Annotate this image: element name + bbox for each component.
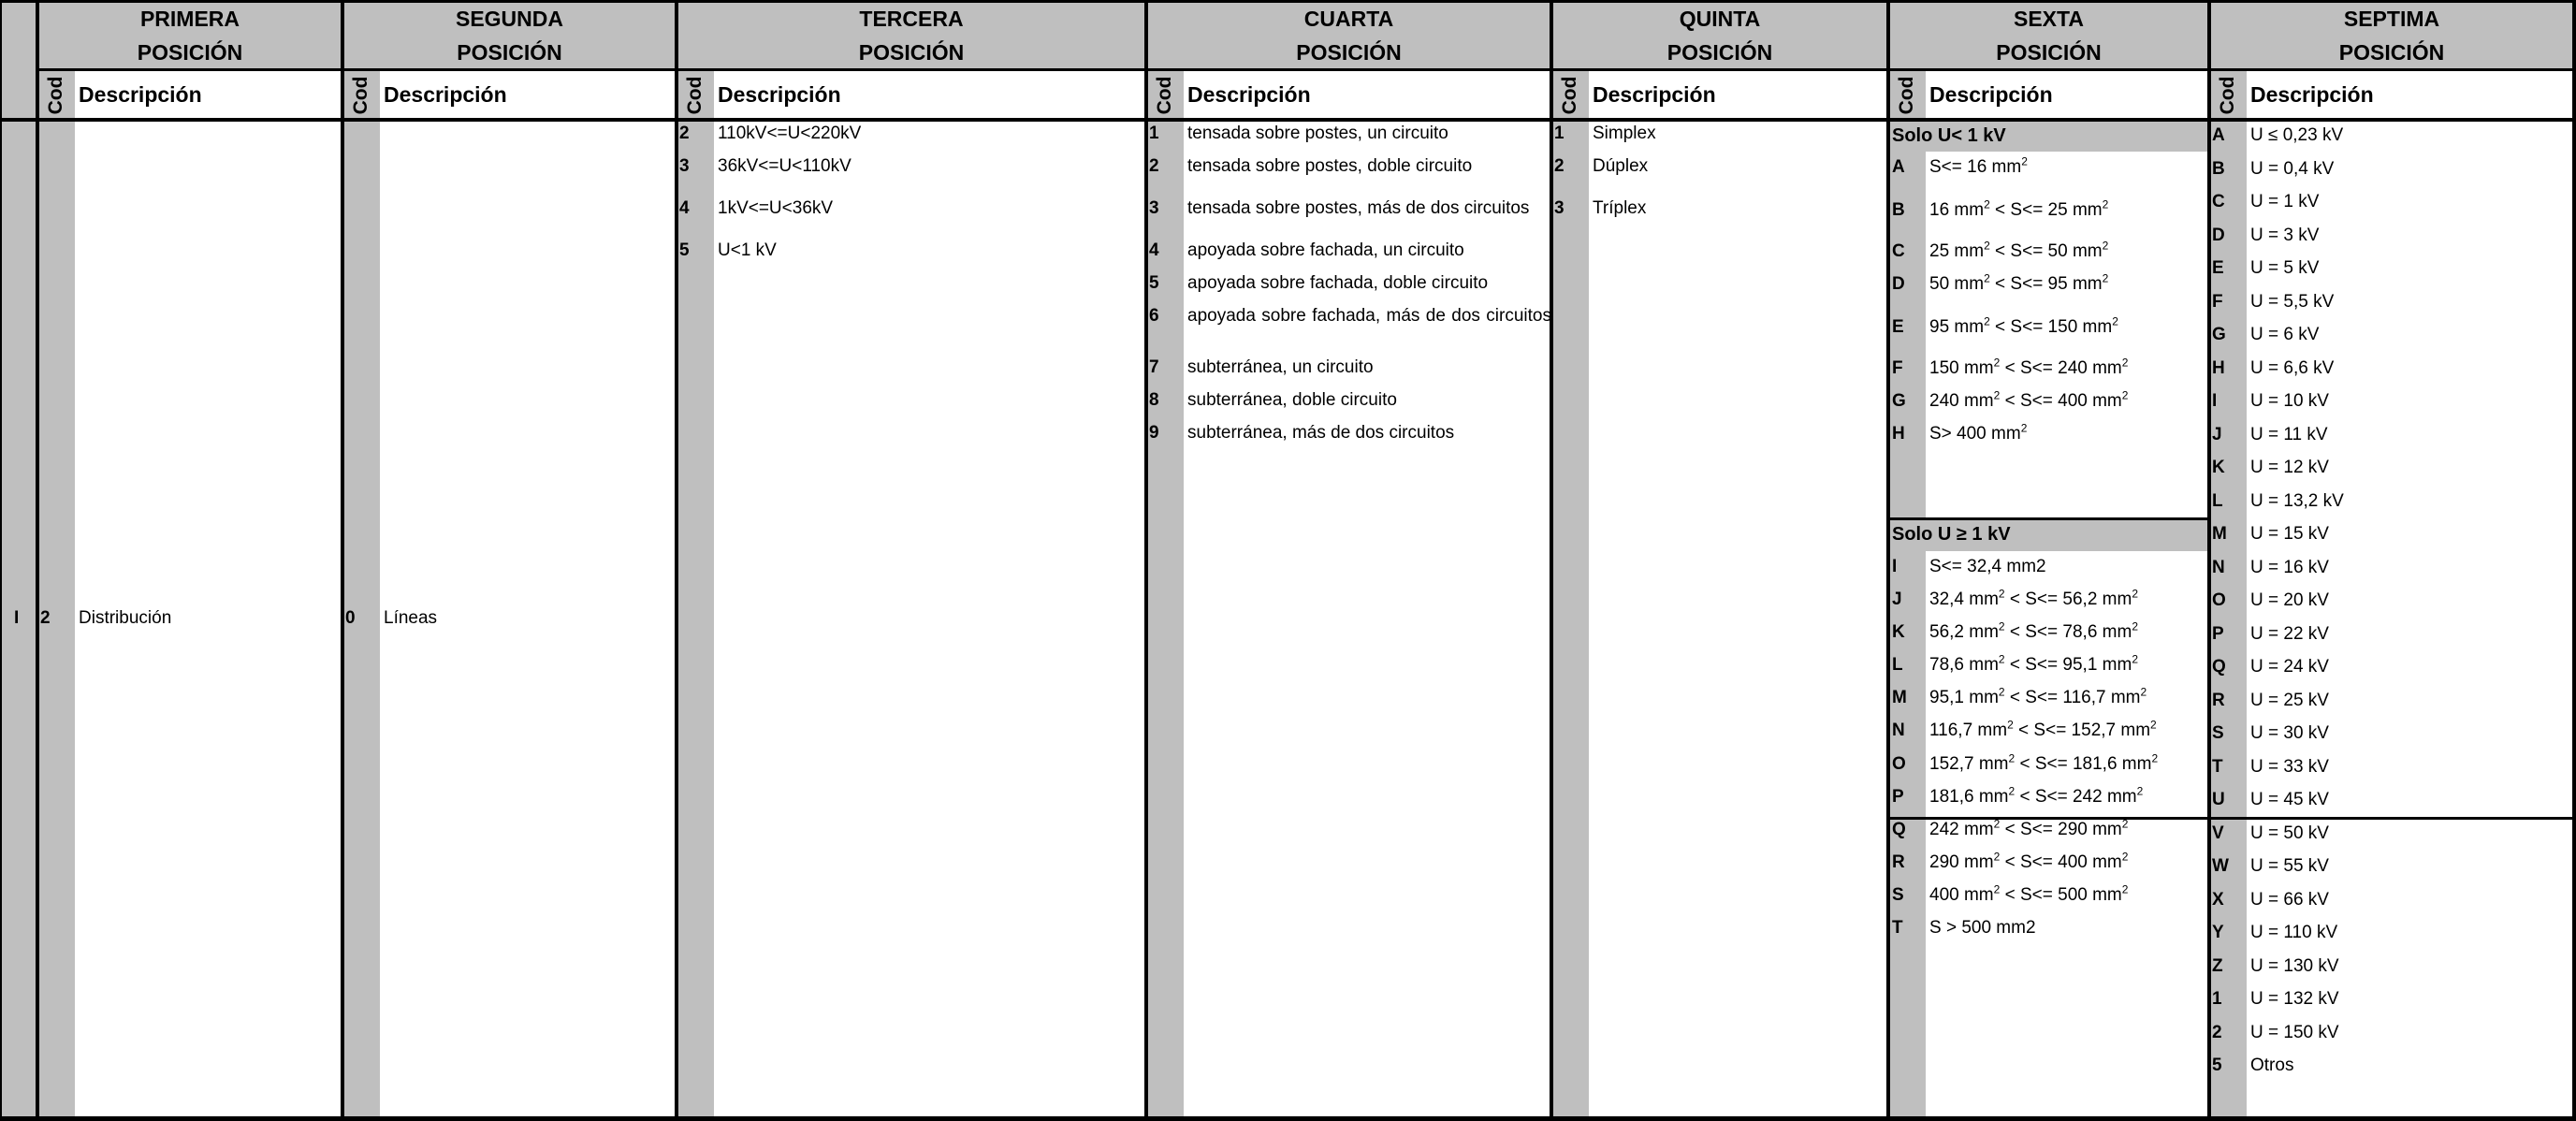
border-col-3 — [675, 0, 678, 1121]
sexta-item-g-text: 240 $mm^2 < S<= 400$ $mm^2$ — [1929, 388, 2129, 411]
header-tercera-line2: POSICIÓN — [858, 40, 965, 65]
septima-item-n-code: N — [2212, 558, 2225, 577]
border-col-2 — [341, 0, 344, 1121]
segunda-description: Líneas — [384, 608, 438, 628]
quinta-item-2-code: 2 — [1554, 156, 1565, 176]
border-right — [2572, 0, 2576, 1121]
sexta-item-f-text: 150 $mm^2 < S<= 240$ $mm^2$ — [1929, 356, 2129, 378]
tercera-item-4-text: U<1 kV — [718, 240, 777, 260]
tercera-item-1-text: 110kV<=U<220kV — [718, 124, 862, 143]
sexta-item-h-code: H — [1892, 424, 1905, 444]
septima-item-1-code: 1 — [2212, 989, 2222, 1009]
septima-item-o-code: O — [2212, 590, 2226, 610]
border-col-1 — [36, 0, 39, 1121]
primera-description: Distribución — [79, 608, 172, 628]
septima-item-m-code: M — [2212, 524, 2227, 544]
sexta-item-l-code: L — [1892, 655, 1903, 675]
septima-item-p-text: U = 22 kV — [2250, 624, 2329, 644]
header-sexta-line2: POSICIÓN — [1996, 40, 2102, 65]
primera-code: 2 — [40, 608, 51, 628]
cuarta-item-6-text: apoyada sobre fachada, más de dos circuitos — [1187, 306, 1551, 326]
septima-item-2-text: U = 150 kV — [2250, 1023, 2339, 1042]
septima-item-j-text: U = 11 kV — [2250, 425, 2328, 444]
desc-label-4: Descripción — [1187, 82, 1311, 107]
sexta-item-p-code: P — [1892, 787, 1904, 807]
sexta-item-t-text: S > 500 mm2 — [1929, 918, 2036, 938]
septima-item-v-text: U = 50 kV — [2250, 823, 2329, 843]
cuarta-item-3-code: 3 — [1149, 198, 1159, 218]
row-label-column — [0, 0, 37, 1121]
septima-item-w-text: U = 55 kV — [2250, 856, 2329, 876]
sexta-item-q-text: 242 $mm^2 < S<= 290$ $mm^2$ — [1929, 817, 2129, 839]
septima-item-a-text: U ≤ 0,23 kV — [2250, 125, 2344, 145]
sexta-item-s-code: S — [1892, 885, 1904, 905]
header-quinta-line1: QUINTA — [1679, 7, 1761, 31]
septima-item-i-text: U = 10 kV — [2250, 391, 2329, 411]
sexta-item-a-code: A — [1892, 157, 1905, 177]
tercera-item-4-code: 5 — [679, 240, 690, 260]
sexta-item-b-text: 16 $mm^2 < S<= 25$ $mm^2$ — [1929, 197, 2109, 220]
desc-label-5: Descripción — [1593, 82, 1716, 107]
cod-column-4 — [1146, 68, 1184, 1121]
septima-item-b-text: U = 0,4 kV — [2250, 159, 2335, 179]
septima-item-n-text: U = 16 kV — [2250, 558, 2329, 577]
sexta-item-j-text: 32,4 $mm^2 < S<= 56,2$ $mm^2$ — [1929, 587, 2139, 609]
septima-item-k-text: U = 12 kV — [2250, 458, 2329, 477]
cuarta-item-7-text: subterránea, un circuito — [1187, 357, 1374, 377]
septima-item-k-code: K — [2212, 458, 2225, 477]
cuarta-item-9-text: subterránea, más de dos circuitos — [1187, 423, 1455, 443]
desc-label-3: Descripción — [718, 82, 841, 107]
subheader-divider — [0, 118, 2576, 122]
header-cuarta-line1: CUARTA — [1303, 7, 1394, 31]
sexta-low-voltage-header: Solo U< 1 kV — [1892, 125, 2006, 146]
header-sexta-line1: SEXTA — [2014, 7, 2084, 31]
septima-item-r-code: R — [2212, 691, 2225, 710]
sexta-item-q-code: Q — [1892, 820, 1906, 839]
septima-item-f-text: U = 5,5 kV — [2250, 292, 2335, 312]
tercera-item-3-code: 4 — [679, 198, 690, 218]
cuarta-item-3-text: tensada sobre postes, más de dos circuitos — [1187, 198, 1530, 218]
sexta-item-f-code: F — [1892, 358, 1903, 378]
header-segunda-line1: SEGUNDA — [455, 7, 563, 31]
sexta-item-l-text: 78,6 $mm^2 < S<= 95,1$ $mm^2$ — [1929, 652, 2139, 675]
septima-item-c-text: U = 1 kV — [2250, 192, 2320, 211]
sexta-item-m-code: M — [1892, 688, 1907, 707]
tercera-item-3-text: 1kV<=U<36kV — [718, 198, 834, 218]
septima-item-5-code: 5 — [2212, 1055, 2222, 1075]
septima-item-h-text: U = 6,6 kV — [2250, 358, 2335, 378]
header-primera-line2: POSICIÓN — [137, 40, 243, 65]
septima-item-a-code: A — [2212, 125, 2225, 145]
bottom-border — [0, 1116, 2576, 1121]
septima-item-t-text: U = 33 kV — [2250, 757, 2329, 777]
septima-item-l-text: U = 13,2 kV — [2250, 491, 2344, 511]
cuarta-item-1-code: 1 — [1149, 124, 1159, 143]
sexta-item-e-text: 95 $mm^2 < S<= 150$ $mm^2$ — [1929, 314, 2118, 337]
septima-item-u-code: U — [2212, 790, 2225, 809]
cod-label-4: Cod — [1154, 76, 1175, 115]
sexta-item-k-text: 56,2 $mm^2 < S<= 78,6$ $mm^2$ — [1929, 619, 2139, 642]
tercera-item-2-code: 3 — [679, 156, 690, 176]
cuarta-item-8-text: subterránea, doble circuito — [1187, 390, 1397, 410]
segunda-code: 0 — [345, 608, 356, 628]
sexta-item-o-text: 152,7 $mm^2 < S<= 181,6$ $mm^2$ — [1929, 751, 2159, 774]
desc-label-7: Descripción — [2250, 82, 2374, 107]
cuarta-item-4-text: apoyada sobre fachada, un circuito — [1187, 240, 1464, 260]
cod-label-7: Cod — [2217, 76, 2238, 115]
sexta-item-m-text: 95,1 $mm^2 < S<= 116,7$ $mm^2$ — [1929, 685, 2147, 707]
quinta-item-3-code: 3 — [1554, 198, 1565, 218]
header-tercera — [677, 2, 1146, 69]
sexta-item-d-text: 50 $mm^2 < S<= 95$ $mm^2$ — [1929, 271, 2109, 294]
septima-item-s-code: S — [2212, 723, 2224, 743]
septima-item-t-code: T — [2212, 757, 2223, 777]
header-segunda-line2: POSICIÓN — [457, 40, 562, 65]
septima-item-e-text: U = 5 kV — [2250, 258, 2320, 278]
sexta-item-i-code: I — [1892, 557, 1898, 576]
septima-item-s-text: U = 30 kV — [2250, 723, 2329, 743]
cuarta-item-9-code: 9 — [1149, 423, 1159, 443]
septima-item-i-code: I — [2212, 391, 2218, 411]
septima-item-u-text: U = 45 kV — [2250, 790, 2329, 809]
sexta-divider-1 — [1888, 517, 2209, 520]
sexta-item-i-text: S<= 32,4 mm2 — [1929, 557, 2046, 576]
sexta-item-c-code: C — [1892, 241, 1905, 261]
cuarta-item-1-text: tensada sobre postes, un circuito — [1187, 124, 1448, 143]
sexta-item-s-text: 400 $mm^2 < S<= 500$ $mm^2$ — [1929, 882, 2129, 905]
desc-label-1: Descripción — [79, 82, 202, 107]
border-col-7 — [2207, 0, 2211, 1121]
sexta-high-voltage-header: Solo U ≥ 1 kV — [1892, 524, 2011, 545]
quinta-item-1-code: 1 — [1554, 124, 1565, 143]
sexta-item-a-text: S<= 16 $mm^2$ — [1929, 154, 2028, 177]
septima-item-2-code: 2 — [2212, 1023, 2222, 1042]
septima-item-c-code: C — [2212, 192, 2225, 211]
header-sexta — [1888, 2, 2209, 69]
header-primera — [37, 2, 342, 69]
sexta-item-p-text: 181,6 $mm^2 < S<= 242$ $mm^2$ — [1929, 784, 2144, 807]
septima-item-x-code: X — [2212, 890, 2224, 910]
septima-item-m-text: U = 15 kV — [2250, 524, 2329, 544]
cuarta-item-6-code: 6 — [1149, 306, 1159, 326]
cuarta-item-8-code: 8 — [1149, 390, 1159, 410]
septima-item-y-code: Y — [2212, 923, 2224, 942]
sexta-item-r-text: 290 $mm^2 < S<= 400$ $mm^2$ — [1929, 850, 2129, 872]
septima-item-y-text: U = 110 kV — [2250, 923, 2338, 942]
septima-item-5-text: Otros — [2250, 1055, 2294, 1075]
septima-item-d-code: D — [2212, 226, 2225, 245]
header-septima — [2209, 2, 2574, 69]
septima-item-e-code: E — [2212, 258, 2224, 278]
septima-item-l-code: L — [2212, 491, 2223, 511]
septima-item-h-code: H — [2212, 358, 2225, 378]
septima-item-b-code: B — [2212, 159, 2225, 179]
sexta-item-h-text: S> 400 $mm^2$ — [1929, 421, 2028, 444]
cuarta-item-5-code: 5 — [1149, 273, 1159, 293]
cuarta-item-2-code: 2 — [1149, 156, 1159, 176]
sexta-item-o-code: O — [1892, 754, 1906, 774]
border-col-5 — [1550, 0, 1553, 1121]
header-septima-line1: SEPTIMA — [2343, 7, 2440, 31]
sexta-item-k-code: K — [1892, 622, 1905, 642]
quinta-item-3-text: Tríplex — [1593, 198, 1647, 218]
sexta-item-n-code: N — [1892, 721, 1905, 740]
sexta-item-t-code: T — [1892, 918, 1903, 938]
cod-column-5 — [1551, 68, 1589, 1121]
sexta-item-c-text: 25 $mm^2 < S<= 50$ $mm^2$ — [1929, 239, 2109, 261]
septima-item-o-text: U = 20 kV — [2250, 590, 2329, 610]
desc-label-2: Descripción — [384, 82, 507, 107]
cod-label-2: Cod — [350, 76, 371, 115]
header-quinta — [1551, 2, 1888, 69]
sexta-item-d-code: D — [1892, 274, 1905, 294]
sexta-item-e-code: E — [1892, 317, 1904, 337]
sexta-item-r-code: R — [1892, 852, 1905, 872]
septima-item-g-code: G — [2212, 325, 2226, 344]
septima-item-p-code: P — [2212, 624, 2224, 644]
tercera-item-1-code: 2 — [679, 124, 690, 143]
septima-item-z-text: U = 130 kV — [2250, 956, 2339, 976]
border-left — [0, 0, 2, 1121]
cod-column-1 — [37, 68, 75, 1121]
septima-item-r-text: U = 25 kV — [2250, 691, 2329, 710]
cod-column-3 — [677, 68, 714, 1121]
septima-item-v-code: V — [2212, 823, 2224, 843]
desc-label-6: Descripción — [1929, 82, 2053, 107]
cod-column-2 — [342, 68, 380, 1121]
sexta-item-j-code: J — [1892, 590, 1902, 609]
septima-item-q-code: Q — [2212, 657, 2226, 677]
quinta-item-1-text: Simplex — [1593, 124, 1656, 143]
sexta-item-n-text: 116,7 $mm^2 < S<= 152,7$ $mm^2$ — [1929, 718, 2157, 740]
header-tercera-line1: TERCERA — [859, 7, 964, 31]
header-cuarta-line2: POSICIÓN — [1296, 40, 1402, 65]
sexta-item-g-code: G — [1892, 391, 1906, 411]
septima-item-z-code: Z — [2212, 956, 2223, 976]
septima-item-j-code: J — [2212, 425, 2222, 444]
septima-item-g-text: U = 6 kV — [2250, 325, 2320, 344]
header-septima-line2: POSICIÓN — [2338, 40, 2445, 65]
quinta-item-2-text: Dúplex — [1593, 156, 1649, 176]
septima-item-x-text: U = 66 kV — [2250, 890, 2329, 910]
border-col-6 — [1886, 0, 1890, 1121]
sexta-item-b-code: B — [1892, 200, 1905, 220]
septima-item-w-code: W — [2212, 856, 2229, 876]
septima-item-1-text: U = 132 kV — [2250, 989, 2339, 1009]
cuarta-item-5-text: apoyada sobre fachada, doble circuito — [1187, 273, 1489, 293]
cuarta-item-2-text: tensada sobre postes, doble circuito — [1187, 156, 1473, 176]
cuarta-item-4-code: 4 — [1149, 240, 1159, 260]
header-cuarta — [1146, 2, 1551, 69]
tercera-item-2-text: 36kV<=U<110kV — [718, 156, 851, 176]
header-primera-line1: PRIMERA — [139, 7, 240, 31]
header-segunda — [342, 2, 677, 69]
cod-label-5: Cod — [1559, 76, 1580, 115]
cuarta-item-7-code: 7 — [1149, 357, 1159, 377]
septima-item-d-text: U = 3 kV — [2250, 226, 2320, 245]
header-quinta-line2: POSICIÓN — [1666, 40, 1773, 65]
cod-label-3: Cod — [684, 76, 706, 115]
cod-label-1: Cod — [45, 76, 66, 115]
cod-label-6: Cod — [1896, 76, 1917, 115]
septima-item-f-code: F — [2212, 292, 2223, 312]
border-col-4 — [1144, 0, 1148, 1121]
septima-item-q-text: U = 24 kV — [2250, 657, 2329, 677]
row-label: I — [14, 608, 20, 628]
